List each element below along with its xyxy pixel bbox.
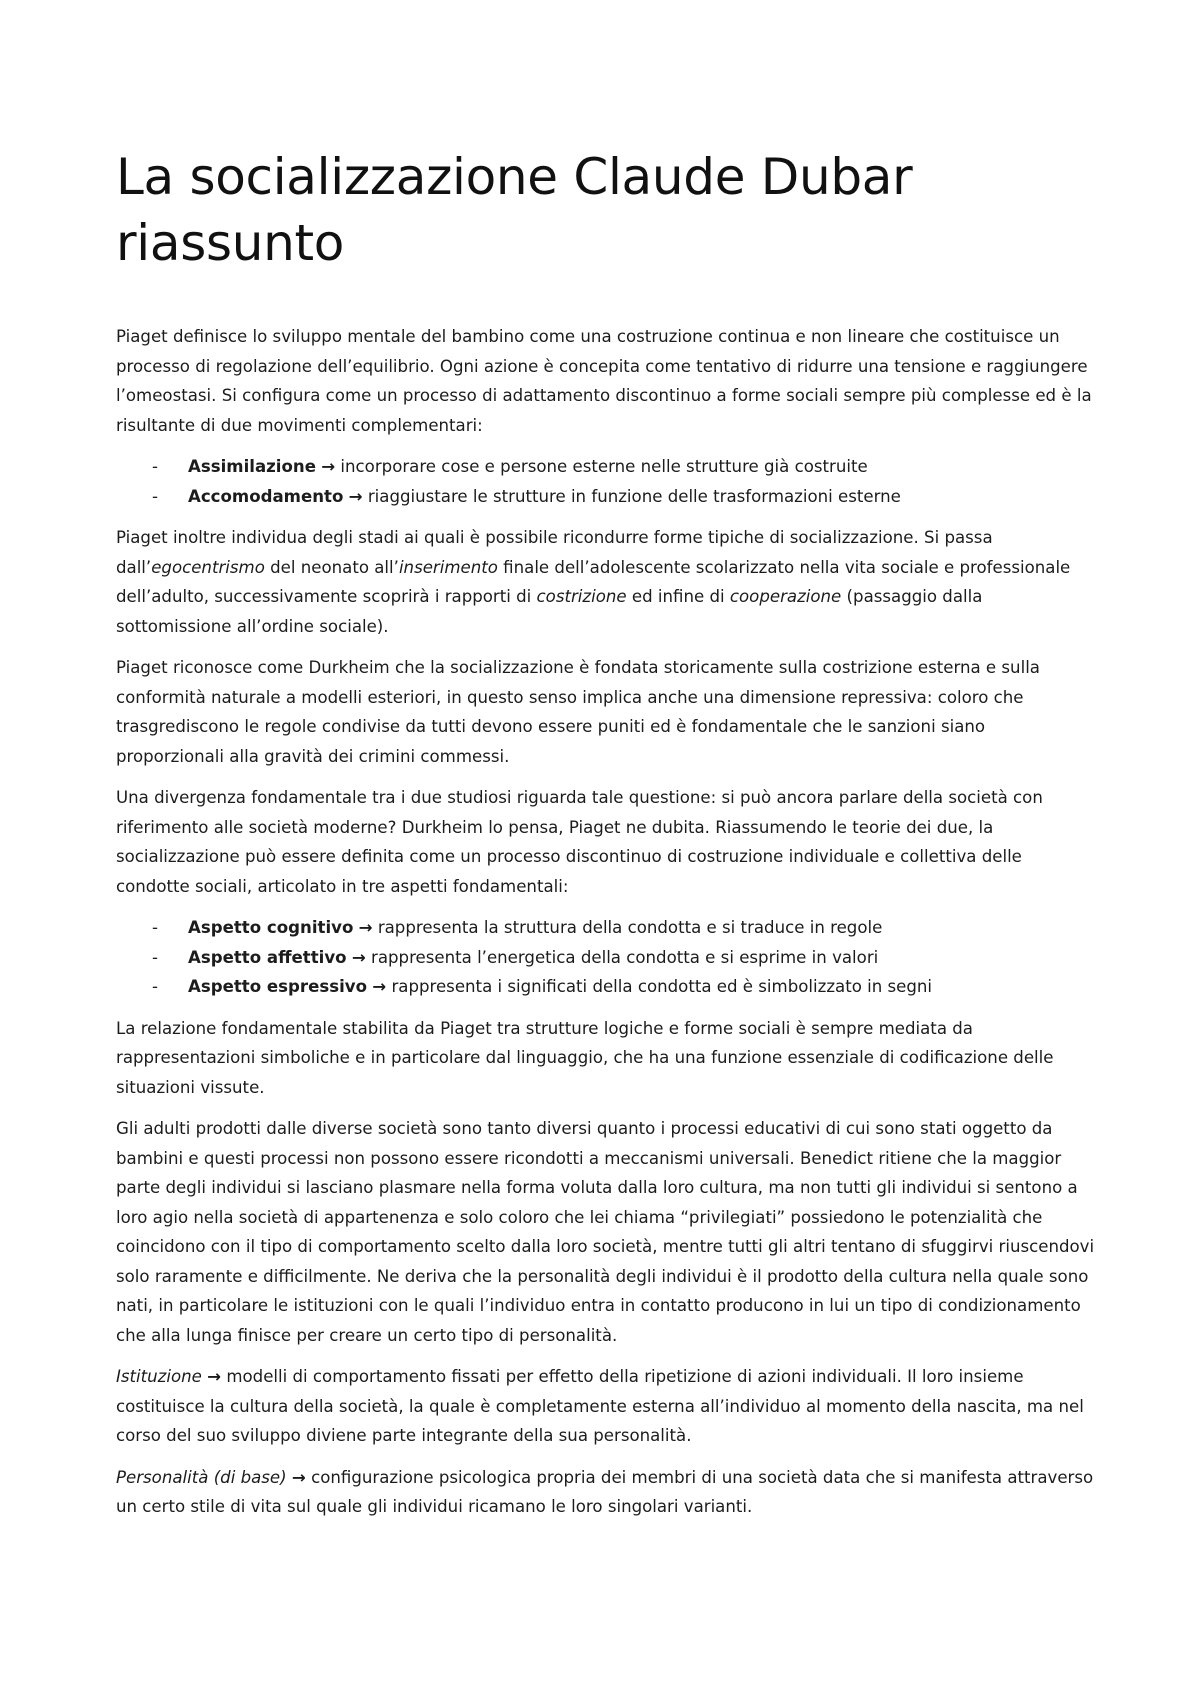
list-item — [116, 943, 1096, 973]
list-term: Accomodamento — [188, 486, 344, 506]
italic-term: Personalità (di base) — [116, 1467, 287, 1487]
paragraph-stages — [116, 523, 1096, 641]
list-term: Assimilazione — [188, 457, 316, 476]
arrow-icon: → — [348, 486, 363, 506]
document-body — [116, 322, 1096, 1522]
list-item — [116, 913, 1096, 943]
list-item — [116, 972, 1096, 1002]
list-term: Aspetto cognitivo — [188, 918, 354, 937]
text-run: configurazione psicologica propria dei membri di una società data che si manifesta attraverso un certo stile di vita sul quale gli individui ricamano le loro singolari varianti. — [116, 1467, 1094, 1516]
list-text: incorporare cose e persone esterne nelle strutture già costruite — [335, 457, 868, 476]
italic-term: Istituzione — [116, 1367, 202, 1386]
paragraph-piaget-development: Piaget definisce lo sviluppo mentale del bambino come una costruzione continua e non lineare che costituisce un processo di regolazione dell’equilibrio. Ogni azione è concepita come tentativo di ridurre una tensione e raggiungere l’omeostasi. Si configura come un processo di adattamento discontinuo a forme sociali sempre più complesse ed è la risultante di due movimenti complementari: — [116, 327, 1092, 435]
list-dash: - — [152, 947, 158, 967]
arrow-icon: → — [358, 918, 373, 937]
text-run: finale dell’adolescente scolarizzato nella vita sociale e professionale dell’adulto, successivamente scoprirà i rapporti di — [116, 557, 1071, 606]
list-term: Aspetto espressivo — [188, 977, 367, 996]
list-item — [116, 482, 1096, 512]
paragraph-durkheim: Piaget riconosce come Durkheim che la socializzazione è fondata storicamente sulla costrizione esterna e sulla conformità naturale a modelli esteriori, in questo senso implica anche una dimensione repressiva: coloro che trasgrediscono le regole condivise da tutti devono essere puniti ed è fondamentale che le sanzioni siano proporzionali alla gravità dei crimini commessi. — [116, 658, 1040, 766]
text-run: (passaggio dalla sottomissione all’ordine sociale). — [116, 587, 983, 636]
italic-term: inserimento — [398, 557, 498, 577]
paragraph-institution — [116, 1362, 1096, 1451]
arrow-icon: → — [321, 457, 336, 476]
list-dash: - — [152, 977, 158, 996]
paragraph-benedict: Gli adulti prodotti dalle diverse società sono tanto diversi quanto i processi educativi di cui sono stati oggetto da bambini e questi processi non possono essere ricondotti a meccanismi universali. Benedict ritiene che la maggior parte degli individui si lasciano plasmare nella forma voluta dalla loro cultura, ma non tutti gli individui si sentono a loro agio nella società di appartenenza e solo coloro che lei chiama “privilegiati” possiedono le potenzialità che coincidono con il tipo di comportamento scelto dalla loro società, mentre tutti gli altri tentano di sfuggirvi riuscendovi solo raramente e difficilmente. Ne deriva che la personalità degli individui è il prodotto della cultura nella quale sono nati, in particolare le istituzioni con le quali l’individuo entra in contatto producono in lui un tipo di condizionamento che alla lunga finisce per creare un certo tipo di personalità. — [116, 1119, 1095, 1345]
document-page — [116, 0, 1096, 1534]
aspects-list — [116, 913, 1096, 1002]
paragraph-symbolic: La relazione fondamentale stabilita da Piaget tra strutture logiche e forme sociali è sempre mediata da rappresentazioni simboliche e in particolare dal linguaggio, che ha una funzione essenziale di codificazione delle situazioni vissute. — [116, 1018, 1054, 1097]
text-run: Piaget inoltre individua degli stadi ai quali è possibile ricondurre forme tipiche di socializzazione. Si passa dall’ — [116, 528, 993, 577]
list-text: riaggiustare le strutture in funzione delle trasformazioni esterne — [362, 486, 901, 506]
italic-term: cooperazione — [729, 587, 842, 606]
paragraph-divergence: Una divergenza fondamentale tra i due studiosi riguarda tale questione: si può ancora parlare della società con riferimento alle società moderne? Durkheim lo pensa, Piaget ne dubita. Riassumendo le teorie dei due, la socializzazione può essere definita come un processo discontinuo di costruzione individuale e collettiva delle condotte sociali, articolato in tre aspetti fondamentali: — [116, 788, 1043, 896]
list-dash: - — [152, 918, 158, 937]
page-title: La socializzazione Claude Dubar riassunto — [116, 148, 913, 272]
list-text: rappresenta i significati della condotta ed è simbolizzato in segni — [386, 977, 933, 996]
list-dash: - — [152, 457, 158, 476]
text-run: modelli di comportamento fissati per effetto della ripetizione di azioni individuali. Il loro insieme costituisce la cultura della società, la quale è completamente esterna all’individuo al momento della nascita, ma nel corso del suo sviluppo diviene parte integrante della sua personalità. — [116, 1367, 1084, 1445]
paragraph-personality — [116, 1463, 1096, 1522]
list-text: rappresenta la struttura della condotta e si traduce in regole — [372, 918, 883, 937]
arrow-icon: → — [207, 1367, 222, 1386]
arrow-icon: → — [351, 947, 366, 967]
text-run: del neonato all’ — [264, 557, 399, 577]
list-text: rappresenta l’energetica della condotta e si esprime in valori — [365, 947, 879, 967]
text-run: ed infine di — [626, 587, 730, 606]
italic-term: costrizione — [536, 587, 627, 606]
list-term: Aspetto affettivo — [188, 947, 347, 967]
arrow-icon: → — [291, 1467, 306, 1487]
list-dash: - — [152, 486, 158, 506]
list-item — [116, 452, 1096, 482]
italic-term: egocentrismo — [151, 557, 265, 577]
arrow-icon: → — [372, 977, 387, 996]
adaptation-list — [116, 452, 1096, 511]
